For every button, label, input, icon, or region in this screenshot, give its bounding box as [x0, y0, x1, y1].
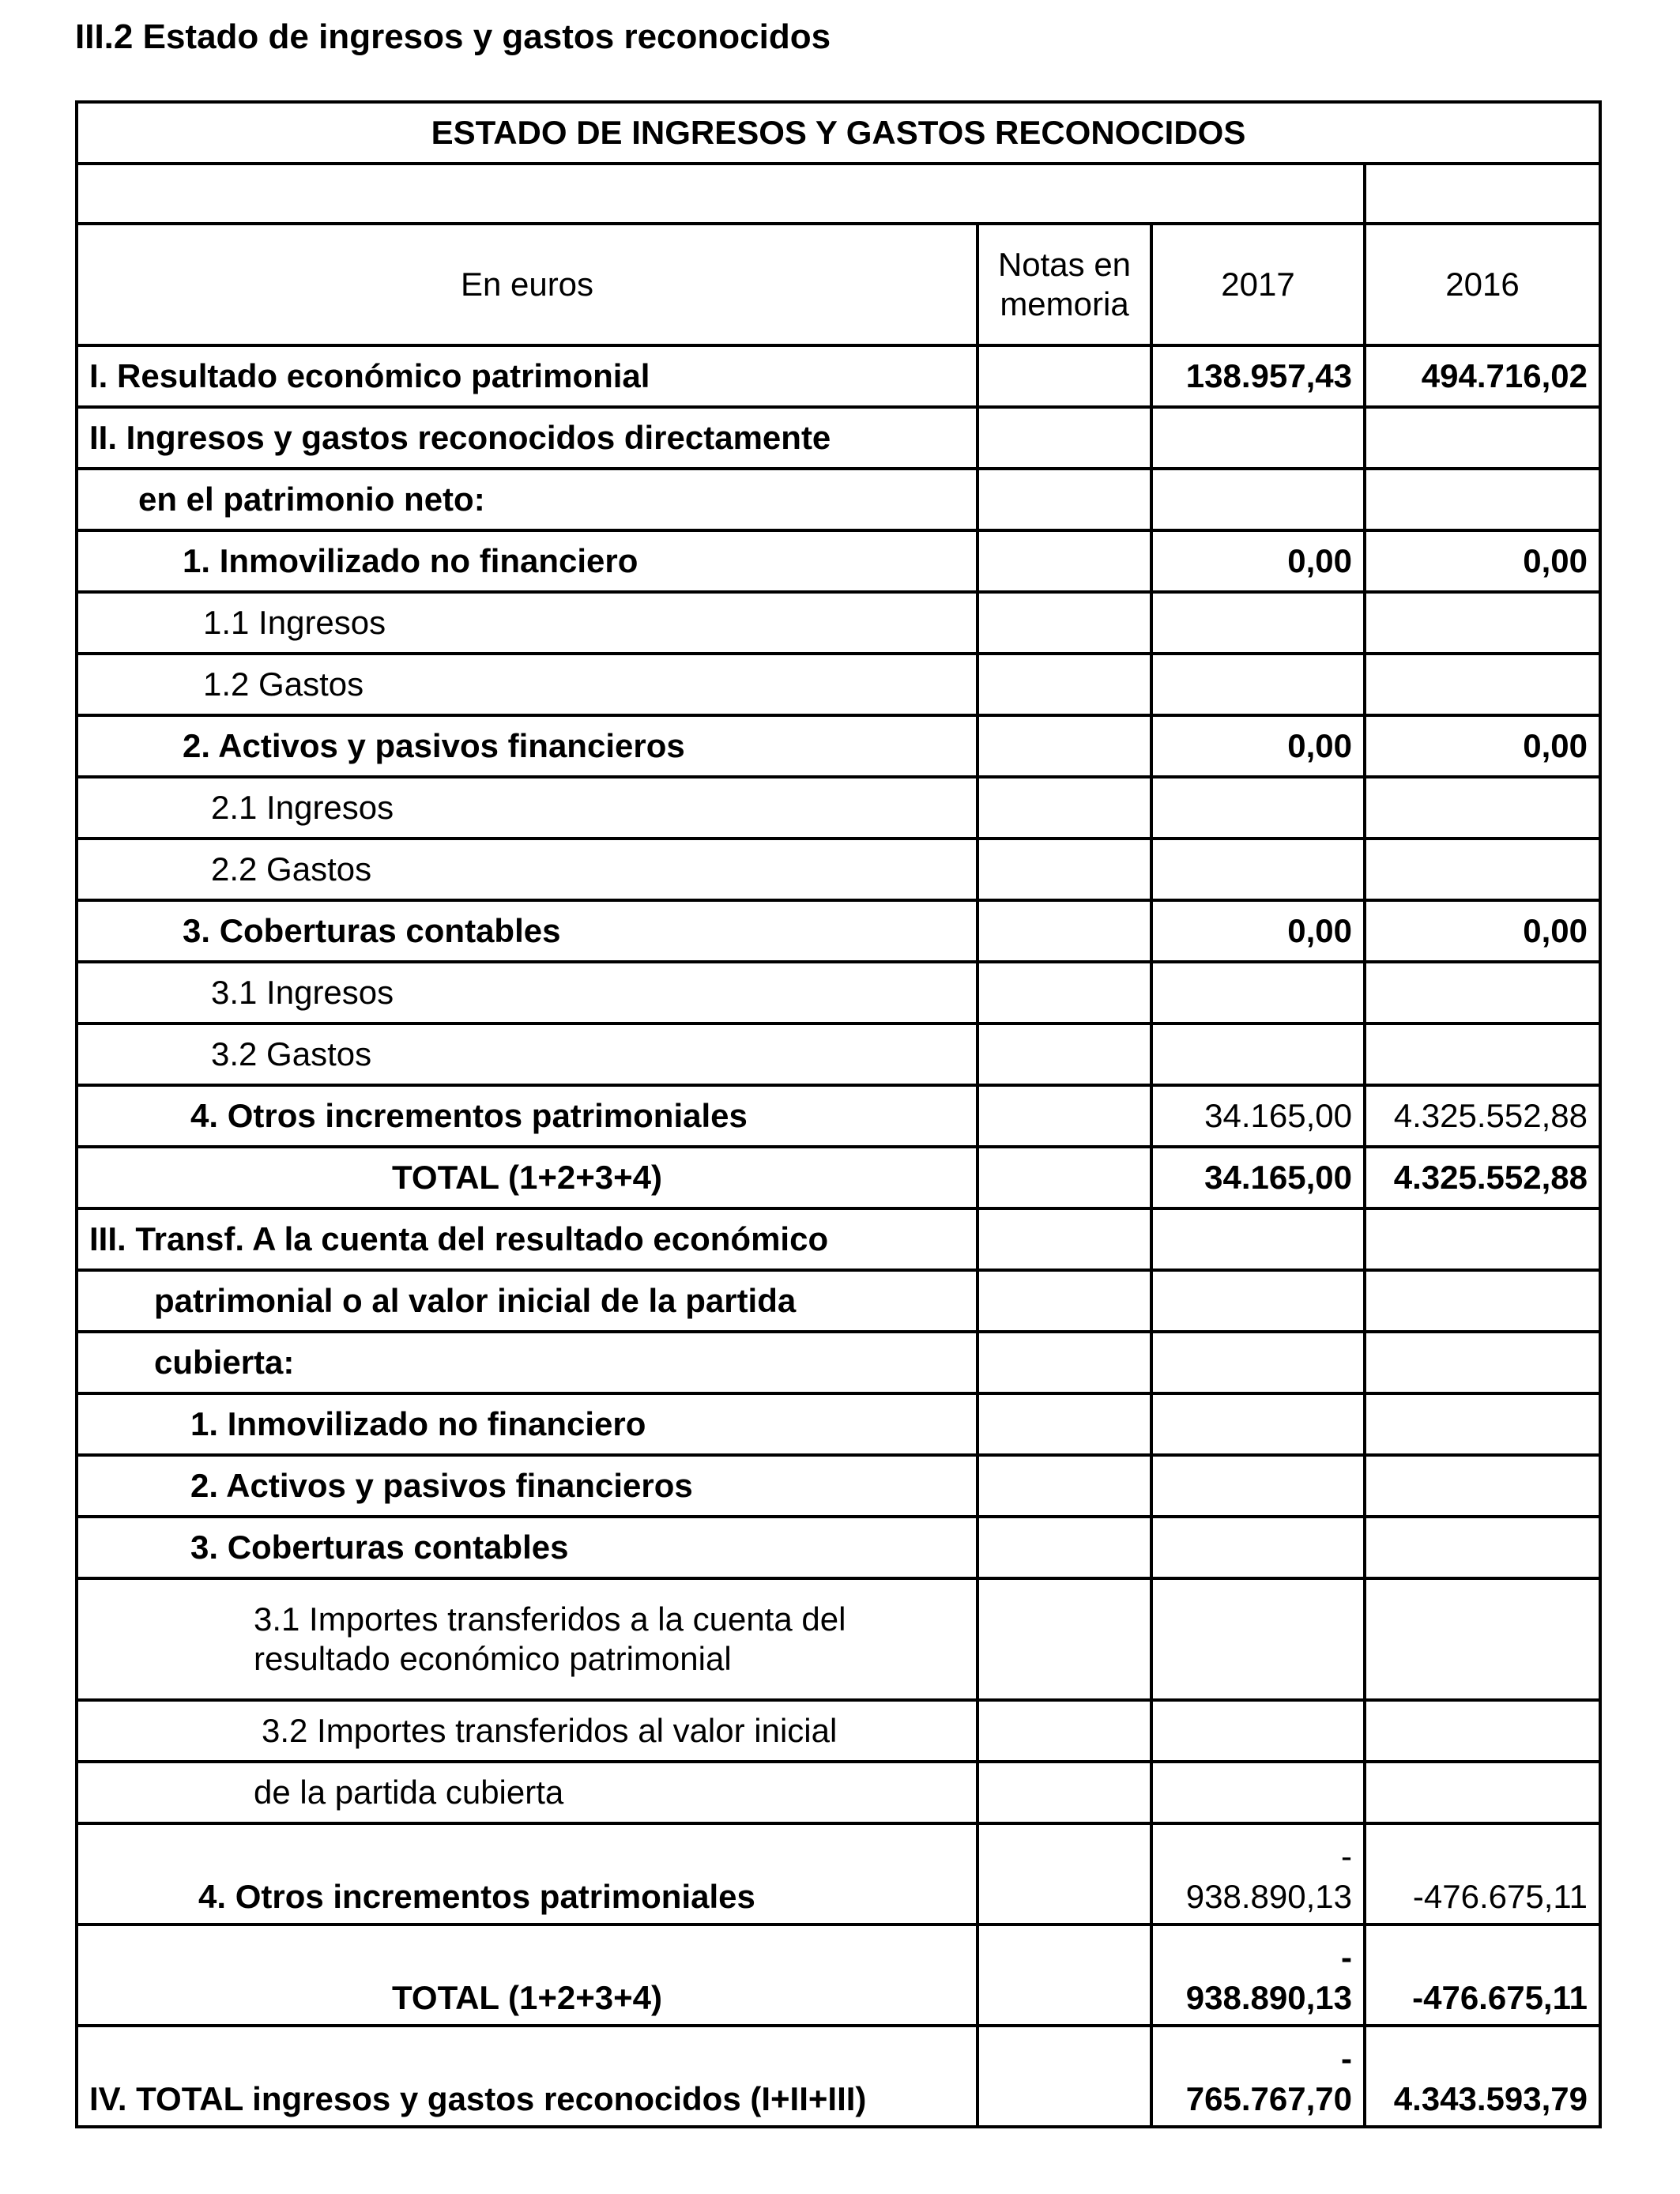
value-2016 [1365, 407, 1600, 469]
value-2017: 138.957,43 [1151, 345, 1365, 407]
table-row [77, 1823, 1600, 1924]
value-2017-amount: 938.890,13 [1185, 1978, 1352, 2016]
notes-cell [977, 345, 1151, 407]
notes-cell [977, 1270, 1151, 1332]
value-2016 [1365, 1208, 1600, 1270]
empty-cell [1365, 164, 1600, 224]
row-label: 2. Activos y pasivos financieros [77, 715, 977, 777]
row-label: 4. Otros incrementos patrimoniales [77, 1823, 977, 1924]
row-label: 3. Coberturas contables [77, 1517, 977, 1578]
empty-row [77, 164, 1600, 224]
value-2016: 0,00 [1365, 715, 1600, 777]
row-label: de la partida cubierta [77, 1762, 977, 1823]
table-row [77, 1208, 1600, 1270]
notes-cell [977, 777, 1151, 839]
row-label: TOTAL (1+2+3+4) [77, 1147, 977, 1208]
notes-cell [977, 1393, 1151, 1455]
header-notes: Notas en memoria [977, 224, 1151, 345]
notes-cell [977, 715, 1151, 777]
value-2016: 0,00 [1365, 900, 1600, 962]
value-2017: 0,00 [1151, 530, 1365, 592]
row-label: 3.1 Importes transferidos a la cuenta del resultado económico patrimonial [77, 1578, 977, 1700]
notes-cell [977, 654, 1151, 715]
row-label: 3.2 Gastos [77, 1023, 977, 1085]
value-2017 [1151, 1332, 1365, 1393]
value-2017 [1151, 407, 1365, 469]
table-row [77, 654, 1600, 715]
value-2016 [1365, 839, 1600, 900]
table-row [77, 1578, 1600, 1700]
value-2017 [1151, 469, 1365, 530]
row-label: 1.2 Gastos [77, 654, 977, 715]
notes-cell [977, 2026, 1151, 2127]
value-2017 [1151, 962, 1365, 1023]
table-row [77, 1023, 1600, 1085]
table-row [77, 345, 1600, 407]
income-expense-statement-table [75, 100, 1602, 2128]
notes-cell [977, 1085, 1151, 1147]
value-2017 [1151, 1270, 1365, 1332]
value-2017-amount: 938.890,13 [1185, 1877, 1352, 1915]
column-header-row [77, 224, 1600, 345]
value-2017: 0,00 [1151, 715, 1365, 777]
row-label: 2.1 Ingresos [77, 777, 977, 839]
value-2016 [1365, 1332, 1600, 1393]
row-label: 1. Inmovilizado no financiero [77, 530, 977, 592]
notes-cell [977, 1208, 1151, 1270]
table-title: ESTADO DE INGRESOS Y GASTOS RECONOCIDOS [77, 102, 1600, 164]
value-2017 [1151, 592, 1365, 654]
value-2017 [1151, 777, 1365, 839]
value-2017: 34.165,00 [1151, 1085, 1365, 1147]
row-label: 3.1 Ingresos [77, 962, 977, 1023]
row-label: en el patrimonio neto: [77, 469, 977, 530]
notes-cell [977, 1517, 1151, 1578]
table-row [77, 1147, 1600, 1208]
notes-cell [977, 1924, 1151, 2026]
table-row [77, 1924, 1600, 2026]
table-row [77, 2026, 1600, 2127]
value-2016 [1365, 1023, 1600, 1085]
row-label: 2. Activos y pasivos financieros [77, 1455, 977, 1517]
value-2016: 0,00 [1365, 530, 1600, 592]
value-2017 [1151, 839, 1365, 900]
table-row [77, 1393, 1600, 1455]
header-2017: 2017 [1151, 224, 1365, 345]
table-row [77, 1270, 1600, 1332]
notes-cell [977, 469, 1151, 530]
value-2017 [1151, 1578, 1365, 1700]
value-2017: 0,00 [1151, 900, 1365, 962]
value-2016 [1365, 777, 1600, 839]
value-2016: 4.325.552,88 [1365, 1147, 1600, 1208]
notes-cell [977, 1762, 1151, 1823]
notes-cell [977, 530, 1151, 592]
notes-cell [977, 1147, 1151, 1208]
negative-sign: - [1341, 2040, 1352, 2078]
value-2016 [1365, 1270, 1600, 1332]
row-label: IV. TOTAL ingresos y gastos reconocidos (I+II+III) [77, 2026, 977, 2127]
notes-cell [977, 1332, 1151, 1393]
notes-cell [977, 1700, 1151, 1762]
row-label: I. Resultado económico patrimonial [77, 345, 977, 407]
notes-cell [977, 1023, 1151, 1085]
notes-cell [977, 839, 1151, 900]
value-2016: -476.675,11 [1365, 1924, 1600, 2026]
notes-cell [977, 962, 1151, 1023]
value-2016 [1365, 1393, 1600, 1455]
notes-cell [977, 407, 1151, 469]
page-heading: III.2 Estado de ingresos y gastos reconocidos [75, 17, 831, 56]
table-row [77, 1332, 1600, 1393]
row-label: 3.2 Importes transferidos al valor inicial [77, 1700, 977, 1762]
table-row [77, 900, 1600, 962]
value-2016 [1365, 469, 1600, 530]
table-row [77, 1762, 1600, 1823]
value-2016: 4.325.552,88 [1365, 1085, 1600, 1147]
row-label: 3. Coberturas contables [77, 900, 977, 962]
notes-cell [977, 1823, 1151, 1924]
table-row [77, 469, 1600, 530]
row-label: cubierta: [77, 1332, 977, 1393]
table-row [77, 1455, 1600, 1517]
value-2016 [1365, 1517, 1600, 1578]
value-2017 [1151, 1023, 1365, 1085]
table-row [77, 777, 1600, 839]
value-2016: -476.675,11 [1365, 1823, 1600, 1924]
value-2017 [1151, 1700, 1365, 1762]
table-row [77, 1517, 1600, 1578]
table-row [77, 715, 1600, 777]
table-row [77, 1700, 1600, 1762]
value-2017-amount: 765.767,70 [1185, 2079, 1352, 2117]
notes-cell [977, 900, 1151, 962]
notes-cell [977, 592, 1151, 654]
value-2017 [1151, 2026, 1365, 2127]
value-2016 [1365, 592, 1600, 654]
table-row [77, 407, 1600, 469]
row-label: 4. Otros incrementos patrimoniales [77, 1085, 977, 1147]
notes-cell [977, 1455, 1151, 1517]
table-row [77, 1085, 1600, 1147]
notes-cell [977, 1578, 1151, 1700]
value-2017: 34.165,00 [1151, 1147, 1365, 1208]
value-2016 [1365, 654, 1600, 715]
value-2016 [1365, 1455, 1600, 1517]
value-2016: 494.716,02 [1365, 345, 1600, 407]
row-label: patrimonial o al valor inicial de la partida [77, 1270, 977, 1332]
row-label: II. Ingresos y gastos reconocidos directamente [77, 407, 977, 469]
value-2016 [1365, 1762, 1600, 1823]
table-title-row [77, 102, 1600, 164]
value-2017 [1151, 1208, 1365, 1270]
value-2017 [1151, 654, 1365, 715]
negative-sign: - [1341, 1838, 1352, 1875]
table-row [77, 839, 1600, 900]
value-2017 [1151, 1393, 1365, 1455]
row-label: 1. Inmovilizado no financiero [77, 1393, 977, 1455]
table-row [77, 592, 1600, 654]
row-label: 2.2 Gastos [77, 839, 977, 900]
table-row [77, 530, 1600, 592]
row-label: 1.1 Ingresos [77, 592, 977, 654]
row-label: TOTAL (1+2+3+4) [77, 1924, 977, 2026]
header-2016: 2016 [1365, 224, 1600, 345]
value-2016 [1365, 1700, 1600, 1762]
table-row [77, 962, 1600, 1023]
negative-sign: - [1341, 1939, 1352, 1977]
empty-cell [77, 164, 1365, 224]
value-2017 [1151, 1517, 1365, 1578]
row-label: III. Transf. A la cuenta del resultado económico [77, 1208, 977, 1270]
value-2016 [1365, 962, 1600, 1023]
value-2017 [1151, 1762, 1365, 1823]
value-2017 [1151, 1823, 1365, 1924]
value-2016 [1365, 1578, 1600, 1700]
value-2017 [1151, 1455, 1365, 1517]
header-concept: En euros [77, 224, 977, 345]
value-2017 [1151, 1924, 1365, 2026]
value-2016: 4.343.593,79 [1365, 2026, 1600, 2127]
